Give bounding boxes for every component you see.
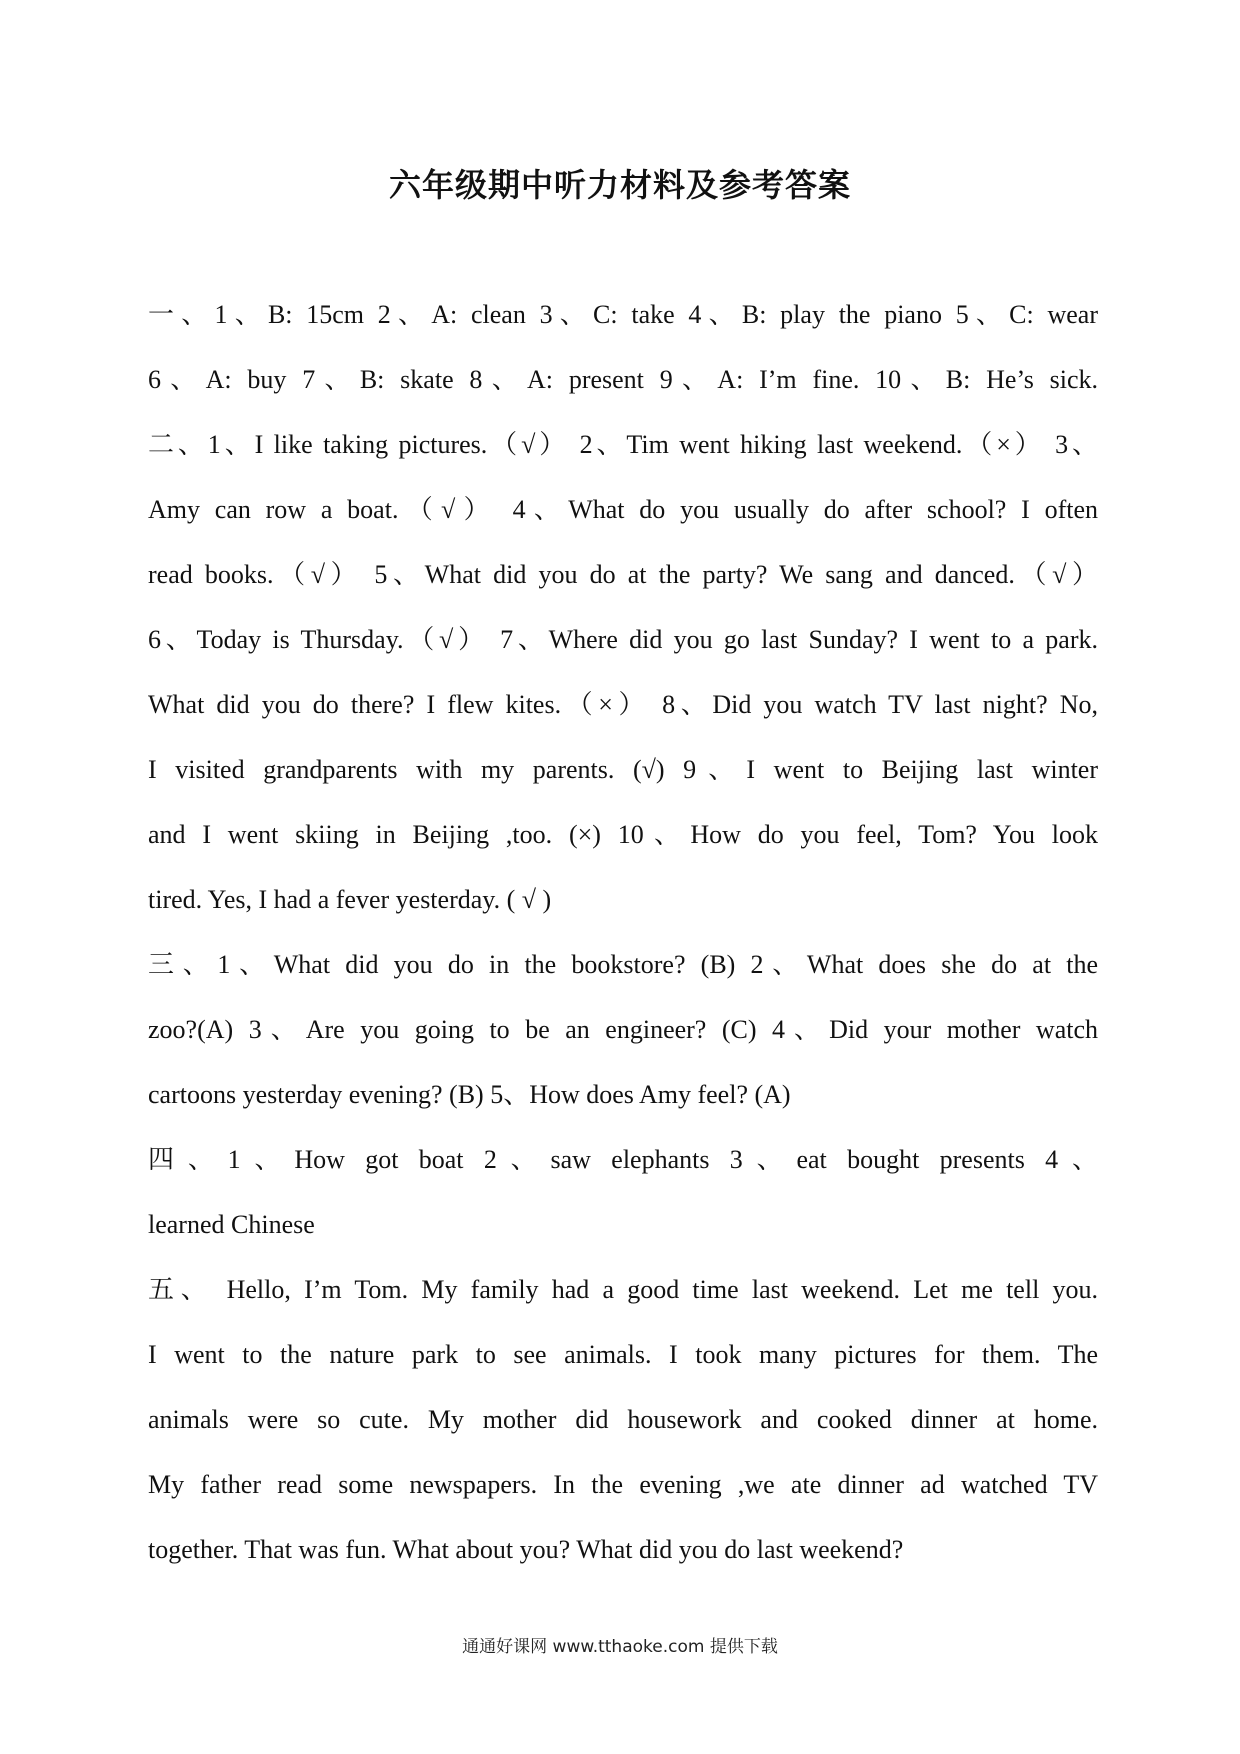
text-line: Amy can row a boat.（√） 4、What do you usually do after school? I often [148, 495, 1098, 524]
text-line: 五、 Hello, I’m Tom. My family had a good time last weekend. Let me tell you. [148, 1275, 1098, 1304]
text-line: I went to the nature park to see animals. I took many pictures for them. The [148, 1340, 1098, 1369]
page-title: 六年级期中听力材料及参考答案 [388, 166, 851, 204]
text-line: learned Chinese [148, 1210, 315, 1239]
page-footer: 通通好课网 www.tthaoke.com 提供下载 [462, 1637, 778, 1657]
text-line: 6、Today is Thursday.（√） 7、Where did you go last Sunday? I went to a park. [148, 625, 1098, 654]
text-line: read books.（√） 5、What did you do at the party? We sang and danced.（√） [148, 560, 1098, 589]
text-line: tired. Yes, I had a fever yesterday. ( √ ) [148, 885, 552, 914]
text-line: I visited grandparents with my parents. (√) 9、I went to Beijing last winter [148, 755, 1098, 784]
text-line: 二、1、I like taking pictures.（√） 2、Tim went hiking last weekend.（×） 3、 [148, 430, 1098, 459]
text-line: 一、1、B: 15cm 2、A: clean 3、C: take 4、B: play the piano 5、C: wear [148, 300, 1098, 329]
text-line: What did you do there? I flew kites.（×） 8、Did you watch TV last night? No, [148, 690, 1098, 719]
text-line: cartoons yesterday evening? (B) 5、How does Amy feel? (A) [148, 1080, 791, 1109]
text-line: 三、1、What did you do in the bookstore? (B) 2、What does she do at the [148, 950, 1098, 979]
text-line: 6、A: buy 7、B: skate 8、A: present 9、A: I’m fine. 10、B: He’s sick. [148, 365, 1098, 394]
text-line: My father read some newspapers. In the evening ,we ate dinner ad watched TV [148, 1470, 1098, 1499]
text-line: animals were so cute. My mother did housework and cooked dinner at home. [148, 1405, 1098, 1434]
text-line: 四、1、How got boat 2、saw elephants 3、eat bought presents 4、 [148, 1145, 1098, 1174]
answer-content [148, 282, 1098, 1582]
text-line: and I went skiing in Beijing ,too. (×) 10、How do you feel, Tom? You look [148, 820, 1098, 849]
text-line: together. That was fun. What about you? What did you do last weekend? [148, 1535, 904, 1564]
text-line: zoo?(A) 3、Are you going to be an engineer? (C) 4、Did your mother watch [148, 1015, 1098, 1044]
